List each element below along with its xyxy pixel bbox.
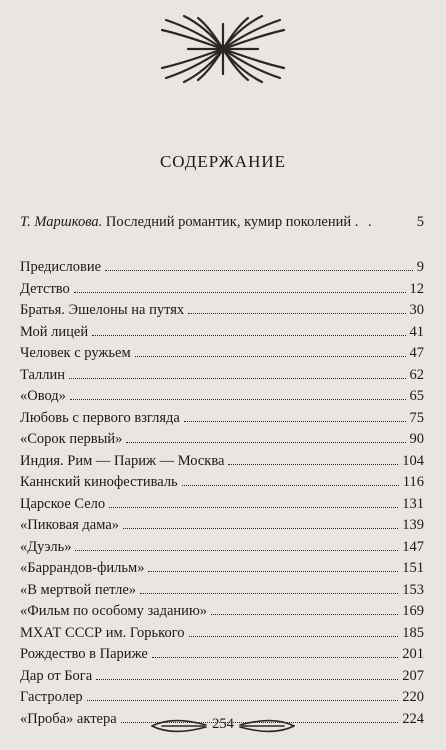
toc-entry xyxy=(20,324,424,346)
page-footer xyxy=(148,714,298,738)
toc-entry-page: 9 xyxy=(416,259,424,275)
toc-entry-title: «Сорок первый» xyxy=(20,431,123,447)
toc-entry-title: Братья. Эшелоны на путях xyxy=(20,302,185,318)
toc-leader-dots xyxy=(74,292,406,293)
toc-entry-page: 30 xyxy=(409,302,424,318)
toc-entry-page: 12 xyxy=(409,280,424,297)
toc-entry-page: 41 xyxy=(409,323,424,340)
toc-entry xyxy=(20,388,424,410)
toc-leader-dots xyxy=(182,485,399,486)
toc-leader-dots xyxy=(69,378,405,379)
toc-entry xyxy=(20,431,424,453)
toc-entry-page: 153 xyxy=(402,581,424,598)
toc-leader-dots xyxy=(152,657,398,658)
toc-entry xyxy=(20,453,424,475)
toc-leader-dots xyxy=(135,356,406,357)
toc-entry-title: МХАТ СССР им. Горького xyxy=(20,624,185,641)
toc-leader-dots xyxy=(109,507,398,508)
toc-entry-page: 75 xyxy=(409,409,424,426)
toc-entry-title: «Овод» xyxy=(20,388,66,404)
page-title: СОДЕРЖАНИЕ xyxy=(159,152,287,171)
intro-leader-dots: . . xyxy=(354,214,375,230)
toc-entry xyxy=(20,582,424,604)
page-number: 254 xyxy=(212,716,234,732)
toc-entry xyxy=(20,410,424,432)
toc-entry-title: «Баррандов-фильм» xyxy=(20,560,145,576)
toc-entry-title: Предисловие xyxy=(20,259,102,275)
toc-entry-title: «Фильм по особому заданию» xyxy=(20,603,208,619)
toc-entry xyxy=(20,259,424,281)
toc-entry-page: 169 xyxy=(402,603,424,619)
toc-entry-title: Любовь с первого взгляда xyxy=(20,409,180,426)
ornament-top xyxy=(158,14,288,84)
toc-entry-page: 207 xyxy=(402,667,424,684)
toc-entry xyxy=(20,281,424,303)
toc-entry-page: 116 xyxy=(402,474,424,490)
toc-entry-page: 201 xyxy=(402,646,424,662)
toc-leader-dots xyxy=(148,571,398,572)
toc-entry-page: 151 xyxy=(402,560,424,576)
toc-entry xyxy=(20,302,424,324)
toc-leader-dots xyxy=(96,679,398,680)
toc-leader-dots xyxy=(105,270,413,271)
toc-entry-title: Каннский кинофестиваль xyxy=(20,474,178,490)
toc-entry-page: 90 xyxy=(409,431,424,447)
toc-leader-dots xyxy=(189,636,399,637)
toc-entry-title: Царское Село xyxy=(20,495,106,512)
intro-title: Последний романтик, кумир поколений xyxy=(102,214,352,230)
toc-leader-dots xyxy=(211,614,398,615)
toc-entry xyxy=(20,496,424,518)
toc-entry-page: 147 xyxy=(402,538,424,555)
toc-entry-title: «Дуэль» xyxy=(20,538,72,555)
toc-entry-title: Таллин xyxy=(20,366,66,383)
toc-entry xyxy=(20,646,424,668)
toc-entry xyxy=(20,367,424,389)
toc-entry xyxy=(20,560,424,582)
toc-entry-title: Гастролер xyxy=(20,689,83,705)
toc-entry xyxy=(20,668,424,690)
toc-entry-title: Индия. Рим — Париж — Москва xyxy=(20,452,225,469)
toc-entry-page: 104 xyxy=(402,452,424,469)
toc-leader-dots xyxy=(188,313,405,314)
toc-entry-title: Дар от Бога xyxy=(20,667,93,684)
toc-entry-page: 220 xyxy=(402,689,424,705)
toc-entry-title: Человек с ружьем xyxy=(20,345,131,361)
toc-leader-dots xyxy=(70,399,406,400)
toc-entry xyxy=(20,539,424,561)
toc-leader-dots xyxy=(126,442,405,443)
toc-leader-dots xyxy=(184,421,406,422)
intro-entry xyxy=(20,214,424,231)
toc-entry xyxy=(20,689,424,711)
toc-entry xyxy=(20,345,424,367)
intro-author: Т. Маршкова. xyxy=(20,214,103,230)
toc-entry xyxy=(20,474,424,496)
toc-leader-dots xyxy=(140,593,398,594)
toc-entry-title: «В мертвой петле» xyxy=(20,581,137,598)
toc-entry-title: Мой лицей xyxy=(20,323,89,340)
toc-entry-page: 139 xyxy=(402,517,424,533)
toc-entry-title: «Проба» актера xyxy=(20,710,117,727)
toc-leader-dots xyxy=(123,528,398,529)
toc-entry xyxy=(20,625,424,647)
toc-entry xyxy=(20,603,424,625)
toc-entry-page: 131 xyxy=(402,495,424,512)
toc-leader-dots xyxy=(75,550,398,551)
toc-leader-dots xyxy=(87,700,399,701)
intro-page: 5 xyxy=(416,214,424,230)
toc-list xyxy=(20,259,424,732)
toc-entry-title: «Пиковая дама» xyxy=(20,517,120,533)
toc-entry-title: Детство xyxy=(20,280,70,297)
toc-entry-page: 224 xyxy=(402,710,424,727)
toc-leader-dots xyxy=(228,464,398,465)
toc-entry-page: 62 xyxy=(409,366,424,383)
toc-entry xyxy=(20,517,424,539)
toc-entry-page: 65 xyxy=(409,388,424,404)
toc-entry-title: Рождество в Париже xyxy=(20,646,148,662)
toc-entry-page: 185 xyxy=(402,624,424,641)
toc-entry-page: 47 xyxy=(409,345,424,361)
toc-leader-dots xyxy=(92,335,405,336)
